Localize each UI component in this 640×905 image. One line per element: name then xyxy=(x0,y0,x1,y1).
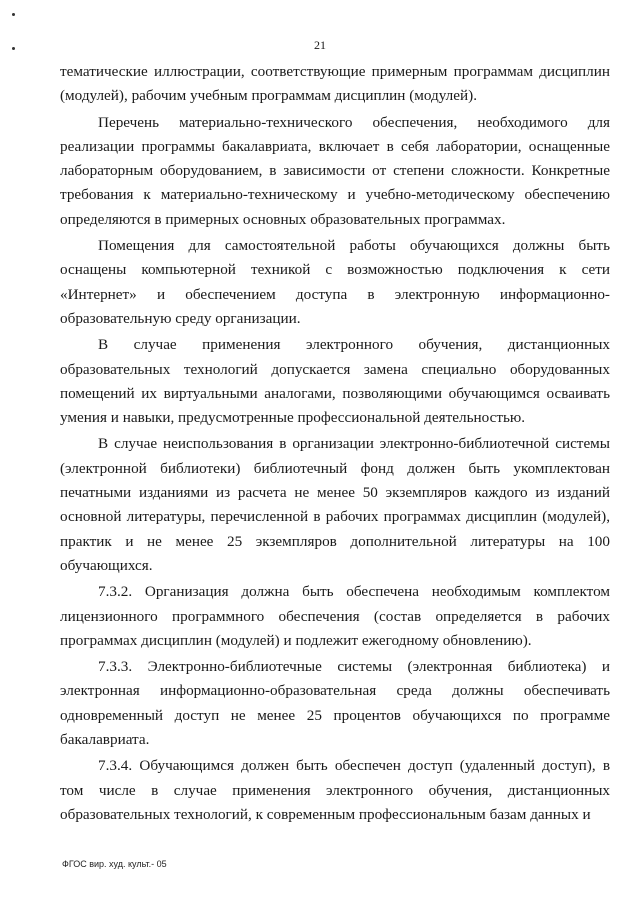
paragraph-section-7-3-3: 7.3.3. Электронно-библиотечные системы (электронная библиотека) и электронная информационно-образовательная среда должны обеспечивать одновременный доступ не менее 25 процентов обучающихся по программе бакалавриата. xyxy=(60,658,610,749)
paragraph: В случае неиспользования в организации электронно-библиотечной системы (электронной библиотеки) библиотечный фонд должен быть укомплектован печатными изданиями из расчета не менее 50 экземпляров каждого из изданий основной литературы, перечисленной в рабочих программах дисциплин (модулей), практик и не менее 25 экземпляров дополнительной литературы на 100 обучающихся. xyxy=(60,435,610,574)
scan-speck xyxy=(12,13,15,16)
paragraph: тематические иллюстрации, соответствующие примерным программам дисциплин (модулей), рабочим учебным программам дисциплин (модулей). xyxy=(60,63,610,105)
paragraph-section-7-3-4: 7.3.4. Обучающимся должен быть обеспечен доступ (удаленный доступ), в том числе в случае применения электронного обучения, дистанционных образовательных технологий, к современным профессиональным базам данных и xyxy=(60,757,610,823)
page-number: 21 xyxy=(314,38,326,52)
paragraph: Помещения для самостоятельной работы обучающихся должны быть оснащены компьютерной техникой с возможностью подключения к сети «Интернет» и обеспечением доступа в электронную информационно-образовательную среду организации. xyxy=(60,237,610,327)
document-body xyxy=(60,60,610,827)
paragraph: В случае применения электронного обучения, дистанционных образовательных технологий допускается замена специально оборудованных помещений их виртуальными аналогами, позволяющими обучающимся осваивать умения и навыки, предусмотренные профессиональной деятельностью. xyxy=(60,336,610,427)
paragraph: Перечень материально-технического обеспечения, необходимого для реализации программы бакалавриата, включает в себя лаборатории, оснащенные лабораторным оборудованием, в зависимости от степени сложности. Конкретные требования к материально-техническому и учебно-методическому обеспечению определяются в примерных основных образовательных программах. xyxy=(60,113,610,228)
footer-code: ФГОС вир. худ. культ.- 05 xyxy=(62,859,167,869)
paragraph-section-7-3-2: 7.3.2. Организация должна быть обеспечена необходимым комплектом лицензионного программного обеспечения (состав определяется в рабочих программах дисциплин (модулей) и подлежит ежегодному обновлению). xyxy=(60,583,610,649)
